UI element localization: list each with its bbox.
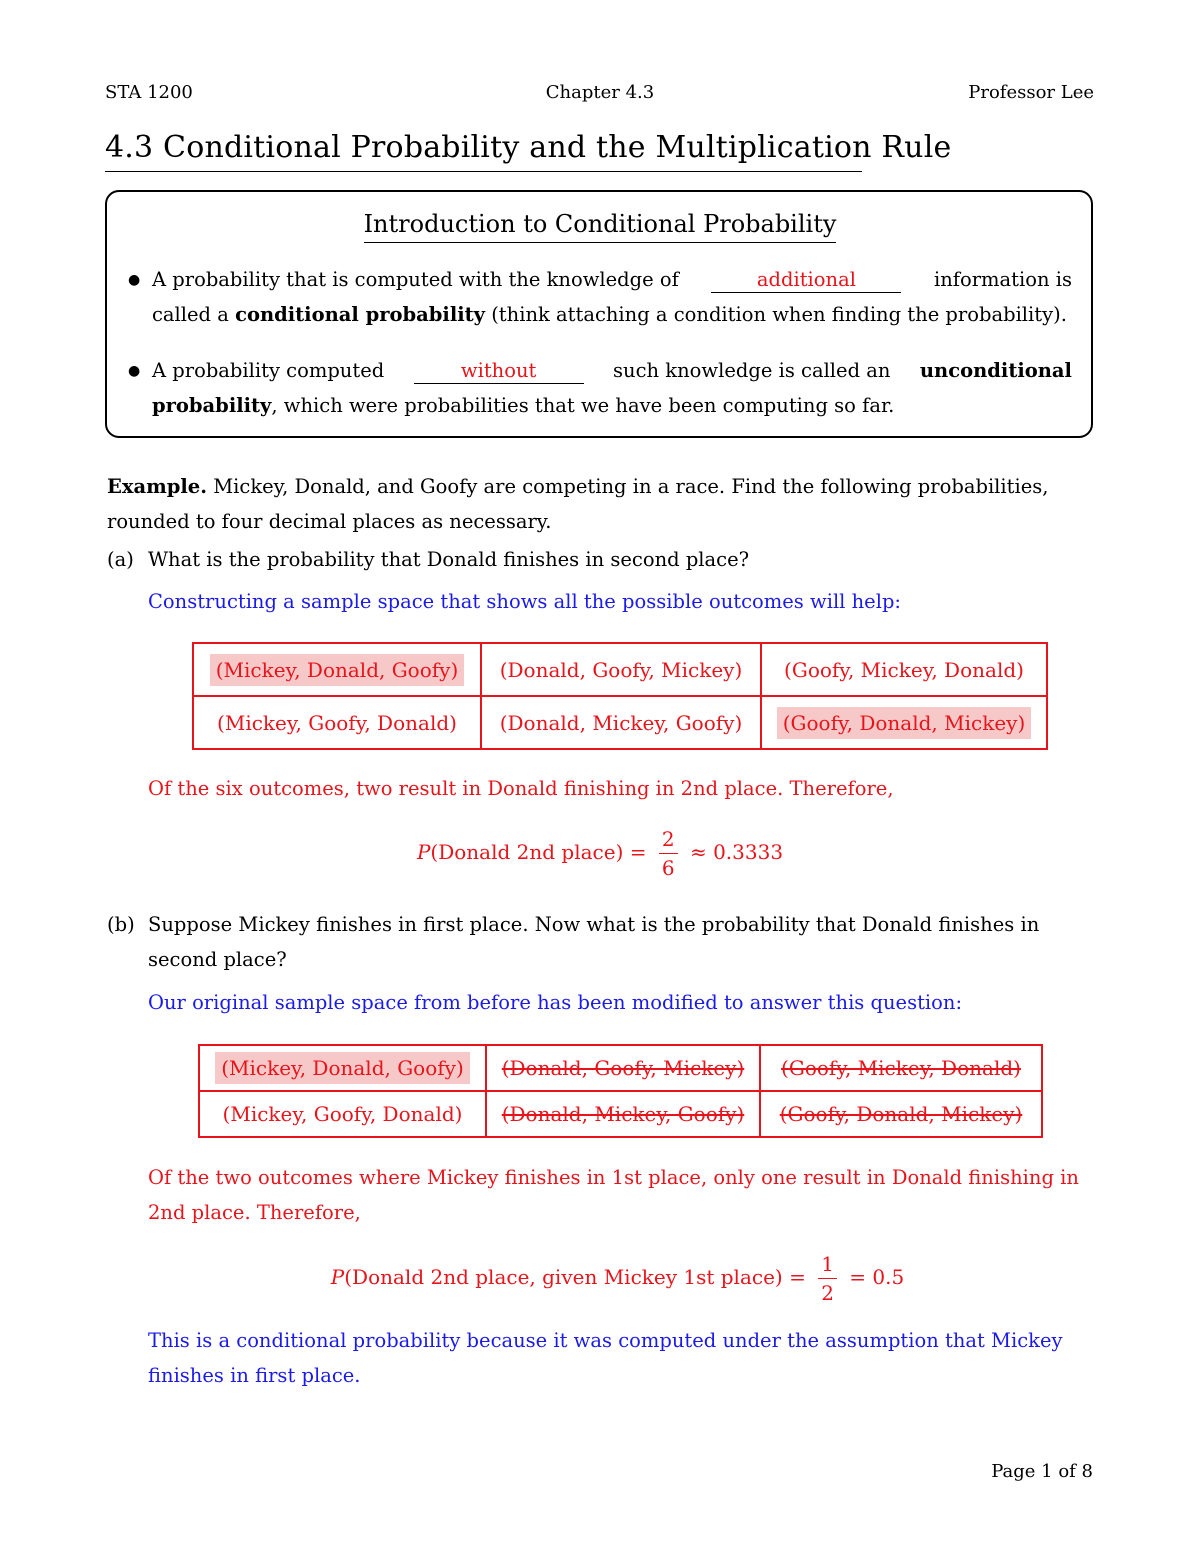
table-cell: (Donald, Mickey, Goofy) [481, 696, 761, 749]
bullet-icon: ● [128, 272, 141, 288]
intro-heading: Introduction to Conditional Probability [0, 210, 1200, 238]
part-b-question: Suppose Mickey finishes in first place. Now what is the probability that Donald finishes in second place? [148, 913, 1040, 971]
part-b-hint: Our original sample space from before has been modified to answer this question: [148, 991, 963, 1014]
page-number: Page 1 of 8 [991, 1461, 1093, 1482]
example-intro: Example. Mickey, Donald, and Goofy are competing in a race. Find the following probabilities, rounded to four decimal places as necessary. [107, 475, 1049, 533]
part-a-hint: Constructing a sample space that shows all the possible outcomes will help: [148, 590, 901, 613]
table-cell: (Goofy, Donald, Mickey) [761, 696, 1047, 749]
table-row [199, 1045, 1042, 1091]
formula-part-a: P(Donald 2nd place) = $\frac{2}{6}$ ≈ 0.3333 [416, 827, 784, 880]
formula-part-b: P(Donald 2nd place, given Mickey 1st place) = $\frac{1}{2}$ = 0.5 [330, 1252, 905, 1305]
part-b-note: This is a conditional probability because it was computed under the assumption that Mickey finishes in first place. [148, 1329, 1063, 1387]
bullet-icon: ● [128, 363, 141, 379]
part-b-label: (b) [107, 913, 135, 936]
table-cell: (Mickey, Donald, Goofy) [193, 643, 481, 696]
part-a-question: What is the probability that Donald finishes in second place? [148, 548, 750, 571]
part-a-label: (a) [107, 548, 134, 571]
page-title: 4.3 Conditional Probability and the Multiplication Rule [105, 130, 952, 165]
intro-bullet-2: A probability computed without such knowledge is called an unconditional probability, which were probabilities that we have been computing so far. [152, 359, 1072, 417]
table-row [199, 1091, 1042, 1137]
table-cell: (Goofy, Donald, Mickey) [760, 1091, 1042, 1137]
sample-space-table-full [192, 642, 1048, 750]
header-professor: Professor Lee [968, 82, 1094, 103]
part-a-conclusion: Of the six outcomes, two result in Donald finishing in 2nd place. Therefore, [148, 777, 894, 800]
part-b-conclusion: Of the two outcomes where Mickey finishes in 1st place, only one result in Donald finishing in 2nd place. Therefore, [148, 1166, 1079, 1224]
table-cell: (Goofy, Mickey, Donald) [760, 1045, 1042, 1091]
header-course: STA 1200 [105, 82, 193, 103]
title-underline [105, 171, 862, 172]
table-cell: (Mickey, Goofy, Donald) [193, 696, 481, 749]
fill-blank-without: without [414, 359, 584, 384]
table-cell: (Mickey, Goofy, Donald) [199, 1091, 486, 1137]
table-cell: (Donald, Goofy, Mickey) [486, 1045, 760, 1091]
fill-blank-additional: additional [711, 268, 901, 293]
sample-space-table-modified [198, 1044, 1043, 1138]
table-cell: (Goofy, Mickey, Donald) [761, 643, 1047, 696]
table-cell: (Mickey, Donald, Goofy) [199, 1045, 486, 1091]
header-chapter: Chapter 4.3 [545, 82, 655, 103]
intro-bullet-1: A probability that is computed with the knowledge of additional information is called a conditional probability (think attaching a condition when finding the probability). [152, 268, 1072, 326]
table-row [193, 643, 1047, 696]
table-cell: (Donald, Goofy, Mickey) [481, 643, 761, 696]
table-row [193, 696, 1047, 749]
table-cell: (Donald, Mickey, Goofy) [486, 1091, 760, 1137]
